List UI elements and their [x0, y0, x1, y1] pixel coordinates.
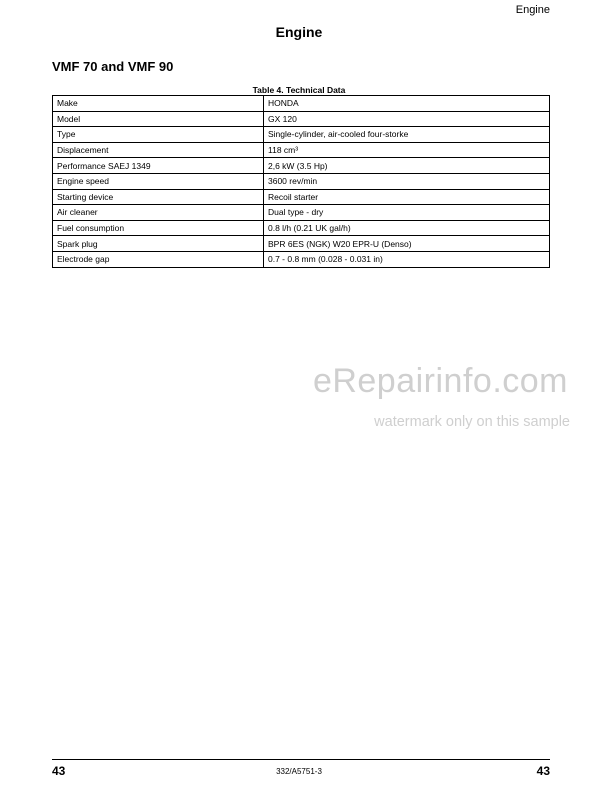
spec-label: Electrode gap — [53, 251, 264, 267]
table-row — [53, 205, 550, 221]
spec-label: Air cleaner — [53, 205, 264, 221]
table-caption: Table 4. Technical Data — [252, 85, 346, 95]
spec-label: Type — [53, 127, 264, 143]
spec-label: Displacement — [53, 142, 264, 158]
spec-label: Spark plug — [53, 236, 264, 252]
spec-value: 118 cm³ — [264, 142, 550, 158]
spec-label: Fuel consumption — [53, 220, 264, 236]
technical-data-table — [52, 95, 550, 268]
spec-value: 3600 rev/min — [264, 173, 550, 189]
section-title: VMF 70 and VMF 90 — [52, 59, 174, 74]
spec-value: GX 120 — [264, 111, 550, 127]
table-row — [53, 236, 550, 252]
spec-value: 0.7 - 0.8 mm (0.028 - 0.031 in) — [264, 251, 550, 267]
table-row — [53, 251, 550, 267]
spec-value: Single-cylinder, air-cooled four-storke — [264, 127, 550, 143]
table-row — [53, 111, 550, 127]
watermark-text: eRepairinfo.com — [312, 362, 568, 400]
spec-label: Model — [53, 111, 264, 127]
footer-divider — [52, 759, 550, 760]
spec-value: 2,6 kW (3.5 Hp) — [264, 158, 550, 174]
spec-value: 0.8 l/h (0.21 UK gal/h) — [264, 220, 550, 236]
spec-label: Performance SAEJ 1349 — [53, 158, 264, 174]
spec-value: HONDA — [264, 96, 550, 112]
page-title: Engine — [275, 24, 323, 40]
table-row — [53, 142, 550, 158]
spec-value: Recoil starter — [264, 189, 550, 205]
page-number-right: 43 — [536, 764, 550, 778]
running-head: Engine — [515, 4, 550, 16]
spec-value: Dual type - dry — [264, 205, 550, 221]
table-row — [53, 127, 550, 143]
spec-value: BPR 6ES (NGK) W20 EPR-U (Denso) — [264, 236, 550, 252]
spec-label: Engine speed — [53, 173, 264, 189]
table-row — [53, 158, 550, 174]
document-number: 332/A5751-3 — [276, 767, 322, 776]
table-row — [53, 96, 550, 112]
watermark-subtext: watermark only on this sample — [374, 414, 570, 430]
table-row — [53, 173, 550, 189]
table-row — [53, 189, 550, 205]
spec-label: Starting device — [53, 189, 264, 205]
spec-label: Make — [53, 96, 264, 112]
page-number-left: 43 — [52, 764, 66, 778]
table-row — [53, 220, 550, 236]
